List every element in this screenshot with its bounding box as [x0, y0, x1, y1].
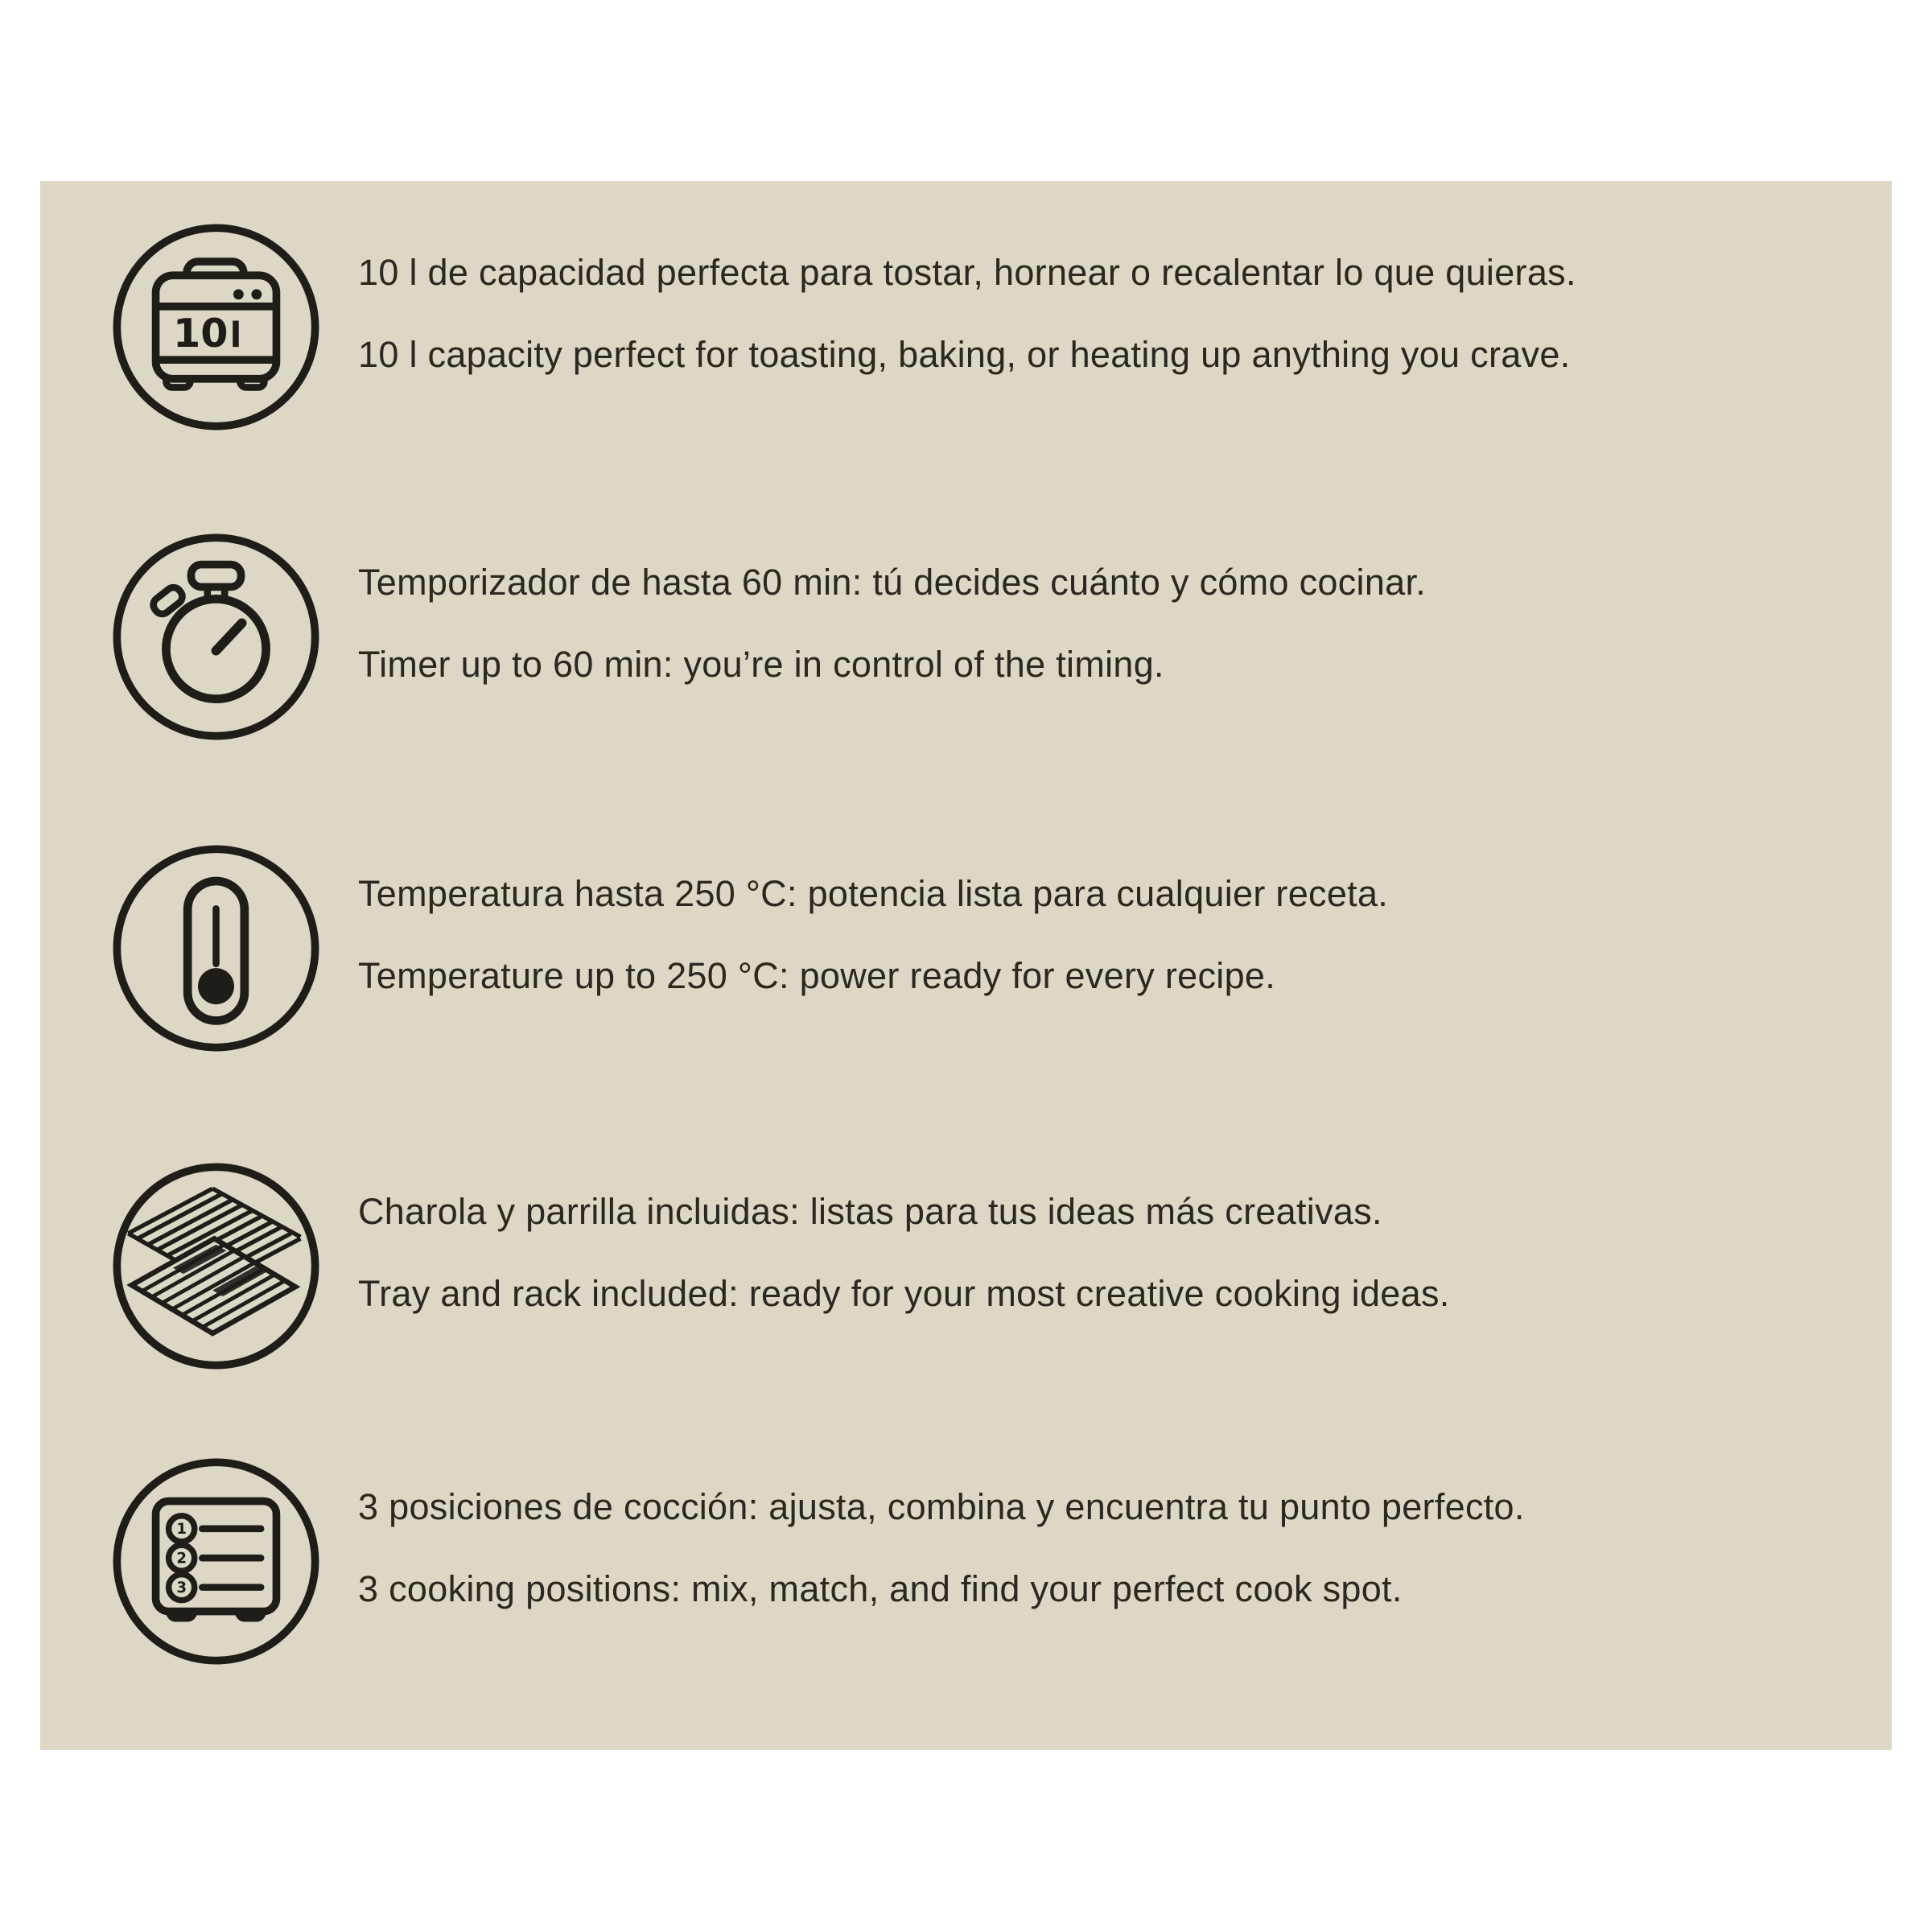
feature-text-es: 10 l de capacidad perfecta para tostar, hornear o recalentar lo que quieras. [358, 252, 1576, 293]
feature-row-timer [113, 533, 1426, 740]
position-number-3: 3 [176, 1580, 187, 1597]
feature-texts [358, 1163, 1450, 1316]
feature-text-es: Charola y parrilla incluidas: listas para tus ideas más creativas. [358, 1191, 1382, 1232]
oven-capacity-unit: l [229, 315, 242, 356]
oven-capacity-icon [113, 224, 319, 430]
oven-capacity-value: 10 [172, 310, 229, 357]
timer-icon [113, 533, 319, 740]
feature-texts [358, 1458, 1525, 1612]
feature-text-en: 10 l capacity perfect for toasting, baking, or heating up anything you crave. [358, 334, 1571, 375]
feature-row-tray-rack [113, 1163, 1450, 1370]
feature-text-es: Temporizador de hasta 60 min: tú decides cuánto y cómo cocinar. [358, 562, 1427, 603]
feature-text-en: Timer up to 60 min: you’re in control of the timing. [358, 644, 1164, 685]
feature-text-es: Temperatura hasta 250 °C: potencia lista para cualquier receta. [358, 873, 1389, 914]
temperature-icon [113, 845, 319, 1052]
feature-text-en: 3 cooking positions: mix, match, and find your perfect cook spot. [358, 1568, 1403, 1609]
feature-panel [40, 181, 1892, 1750]
feature-row-temperature [113, 845, 1388, 1052]
feature-texts [358, 533, 1426, 687]
feature-row-positions [113, 1458, 1525, 1665]
feature-text-es: 3 posiciones de cocción: ajusta, combina y encuentra tu punto perfecto. [358, 1486, 1525, 1527]
feature-texts [358, 224, 1576, 377]
position-number-1: 1 [176, 1521, 187, 1539]
position-number-2: 2 [176, 1550, 187, 1567]
feature-row-capacity [113, 224, 1576, 430]
cooking-positions-icon [113, 1458, 319, 1665]
feature-texts [358, 845, 1388, 999]
feature-text-en: Tray and rack included: ready for your most creative cooking ideas. [358, 1273, 1450, 1314]
tray-rack-icon [113, 1163, 319, 1370]
feature-text-en: Temperature up to 250 °C: power ready for every recipe. [358, 955, 1276, 996]
